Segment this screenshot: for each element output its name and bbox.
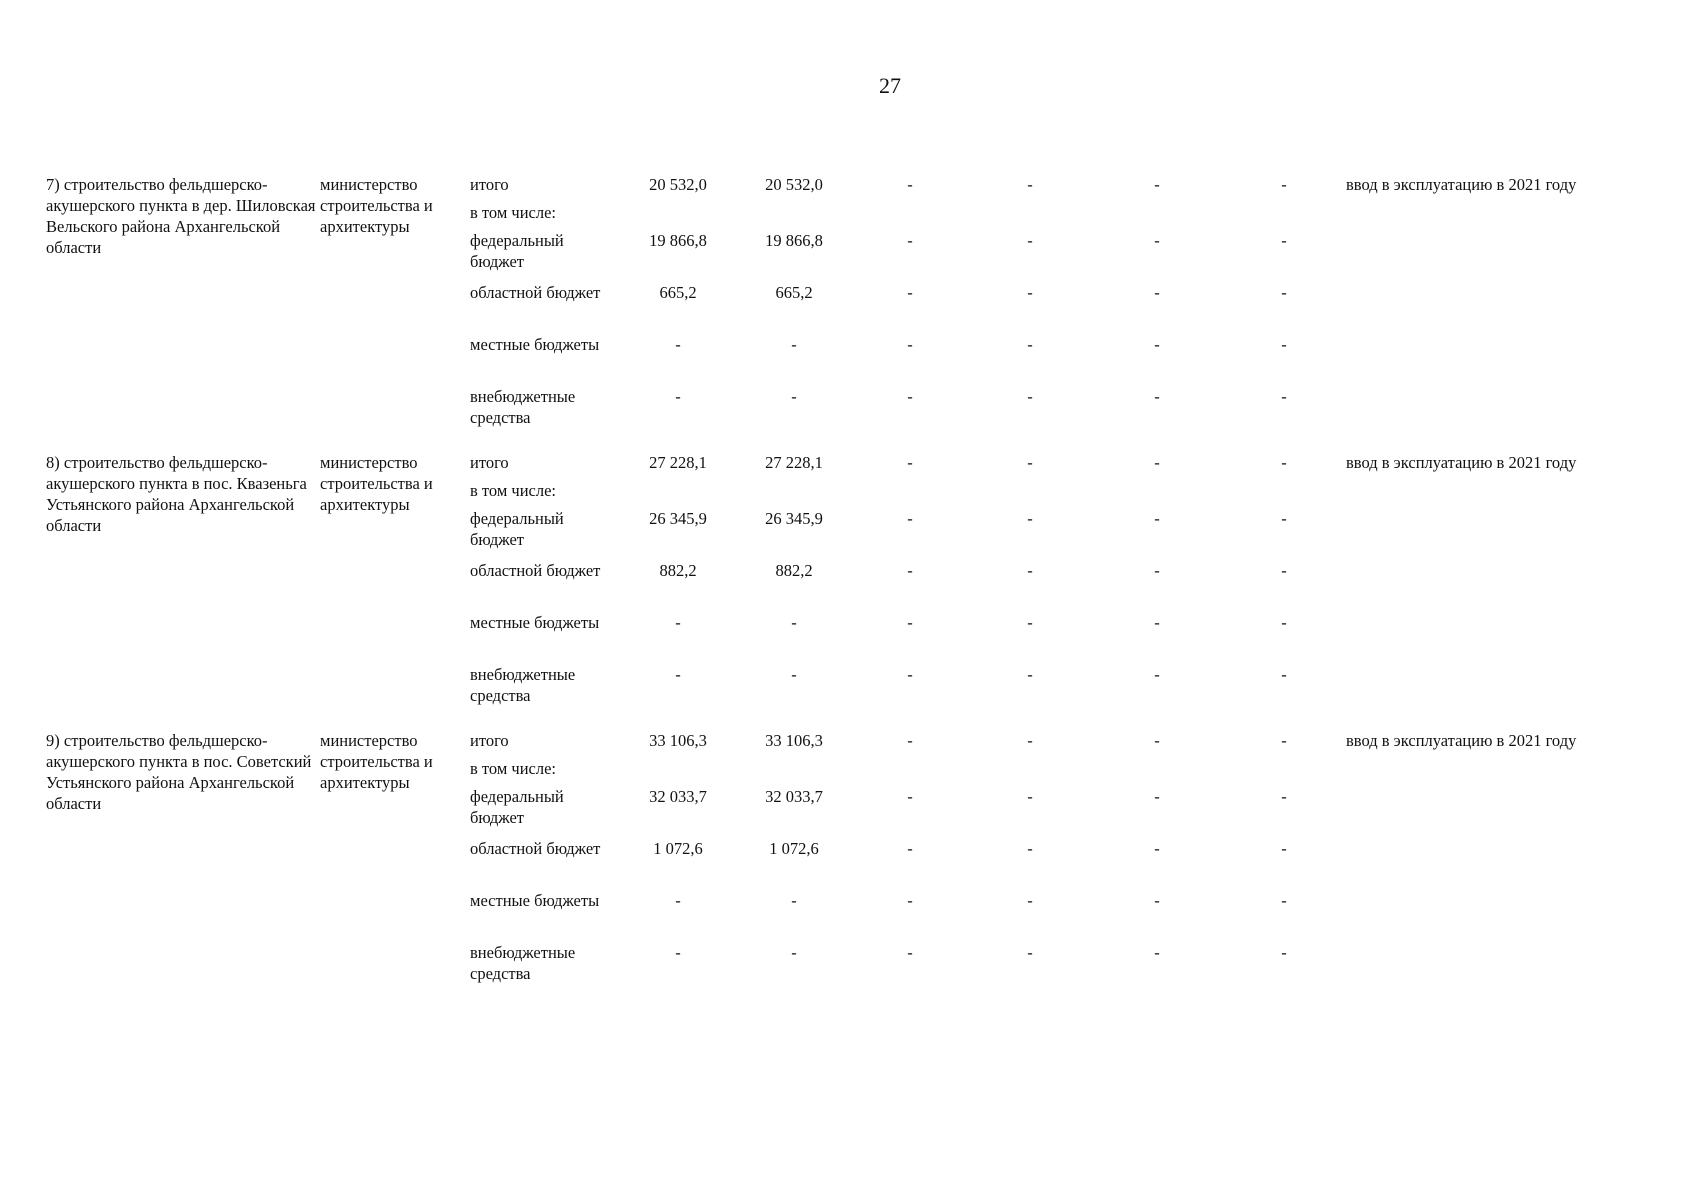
- amount-y2023: [968, 480, 1092, 508]
- amount-y2024: -: [1154, 839, 1160, 858]
- amount-y2021: 1 072,6: [769, 839, 819, 858]
- amount-y2024: -: [1154, 175, 1160, 194]
- gap-cell: [46, 716, 1586, 730]
- project-title: 8) строительство фельдшерско-акушерского пункта в пос. Квазеньга Устьянского района Архангельской области: [46, 453, 307, 535]
- amount-total: -: [675, 335, 681, 354]
- amount-y2021: 20 532,0: [765, 175, 823, 194]
- amount-y2023: -: [1027, 335, 1033, 354]
- funding-source: федеральный бюджет: [470, 231, 564, 271]
- amount-y2021: -: [791, 335, 797, 354]
- amount-total: -: [675, 665, 681, 684]
- amount-total: 33 106,3: [649, 731, 707, 750]
- funding-source: областной бюджет: [470, 283, 601, 302]
- amount-y2024: -: [1154, 335, 1160, 354]
- amount-y2023: -: [1027, 613, 1033, 632]
- gap-cell: [46, 438, 1586, 452]
- table-body: [46, 174, 1586, 994]
- amount-y2021: -: [791, 613, 797, 632]
- amount-y2022: -: [907, 787, 913, 806]
- amount-y2024: [1092, 480, 1222, 508]
- amount-total: -: [675, 891, 681, 910]
- amount-y2021: [736, 202, 852, 230]
- project-result: ввод в эксплуатацию в 2021 году: [1346, 731, 1577, 750]
- amount-y2022: -: [907, 231, 913, 250]
- amount-total: 20 532,0: [649, 175, 707, 194]
- amount-y2022: -: [907, 891, 913, 910]
- amount-y2024: -: [1154, 891, 1160, 910]
- funding-source: областной бюджет: [470, 839, 601, 858]
- project-result: ввод в эксплуатацию в 2021 году: [1346, 453, 1577, 472]
- amount-y2021: -: [791, 891, 797, 910]
- amount-total: 27 228,1: [649, 453, 707, 472]
- amount-y2023: -: [1027, 453, 1033, 472]
- amount-y2024: -: [1154, 453, 1160, 472]
- project-executor: министерство строительства и архитектуры: [320, 453, 433, 514]
- amount-y2025: -: [1281, 787, 1287, 806]
- amount-y2025: -: [1281, 665, 1287, 684]
- amount-y2025: -: [1281, 175, 1287, 194]
- section-gap: [46, 716, 1586, 730]
- amount-y2025: -: [1281, 891, 1287, 910]
- funding-source: итого: [470, 731, 509, 750]
- amount-total: [620, 758, 736, 786]
- amount-y2023: -: [1027, 665, 1033, 684]
- amount-y2023: -: [1027, 175, 1033, 194]
- amount-total: 32 033,7: [649, 787, 707, 806]
- funding-source: итого: [470, 175, 509, 194]
- amount-y2025: -: [1281, 231, 1287, 250]
- amount-y2021: 19 866,8: [765, 231, 823, 250]
- amount-y2022: -: [907, 839, 913, 858]
- amount-y2021: 32 033,7: [765, 787, 823, 806]
- project-title: 7) строительство фельдшерско-акушерского пункта в дер. Шиловская Вельского района Архангельской области: [46, 175, 316, 257]
- amount-y2023: -: [1027, 839, 1033, 858]
- amount-total: -: [675, 943, 681, 962]
- budget-table: [46, 174, 1586, 994]
- amount-total: 665,2: [659, 283, 697, 302]
- amount-y2023: -: [1027, 387, 1033, 406]
- amount-y2025: -: [1281, 613, 1287, 632]
- amount-y2022: -: [907, 175, 913, 194]
- funding-source: в том числе:: [470, 481, 557, 500]
- amount-y2022: [852, 202, 968, 230]
- amount-total: 26 345,9: [649, 509, 707, 528]
- table-row: [46, 452, 1586, 480]
- amount-y2025: -: [1281, 453, 1287, 472]
- funding-source: внебюджетные средства: [470, 665, 576, 705]
- amount-y2024: -: [1154, 561, 1160, 580]
- table-row: [46, 730, 1586, 758]
- amount-y2023: -: [1027, 509, 1033, 528]
- amount-y2023: -: [1027, 231, 1033, 250]
- amount-y2023: -: [1027, 891, 1033, 910]
- funding-source: местные бюджеты: [470, 891, 600, 910]
- amount-y2021: -: [791, 387, 797, 406]
- funding-source: местные бюджеты: [470, 613, 600, 632]
- amount-total: 882,2: [659, 561, 697, 580]
- project-result: ввод в эксплуатацию в 2021 году: [1346, 175, 1577, 194]
- amount-y2024: -: [1154, 731, 1160, 750]
- amount-total: [620, 202, 736, 230]
- amount-y2023: [968, 758, 1092, 786]
- amount-y2025: -: [1281, 943, 1287, 962]
- amount-y2022: [852, 480, 968, 508]
- amount-y2022: -: [907, 335, 913, 354]
- funding-source: федеральный бюджет: [470, 509, 564, 549]
- amount-y2025: -: [1281, 731, 1287, 750]
- amount-y2021: [736, 758, 852, 786]
- amount-y2025: [1222, 202, 1346, 230]
- amount-y2025: -: [1281, 839, 1287, 858]
- table-row: [46, 174, 1586, 202]
- amount-y2021: 27 228,1: [765, 453, 823, 472]
- amount-y2023: -: [1027, 561, 1033, 580]
- amount-y2024: [1092, 202, 1222, 230]
- amount-y2022: -: [907, 561, 913, 580]
- amount-total: -: [675, 387, 681, 406]
- page-number: 27: [879, 73, 901, 98]
- amount-total: 1 072,6: [653, 839, 703, 858]
- amount-y2021: 26 345,9: [765, 509, 823, 528]
- amount-y2022: [852, 758, 968, 786]
- amount-total: -: [675, 613, 681, 632]
- amount-y2025: [1222, 758, 1346, 786]
- funding-source: местные бюджеты: [470, 335, 600, 354]
- amount-y2025: -: [1281, 387, 1287, 406]
- amount-total: [620, 480, 736, 508]
- amount-y2022: -: [907, 387, 913, 406]
- amount-y2025: -: [1281, 335, 1287, 354]
- amount-y2024: -: [1154, 613, 1160, 632]
- funding-source: итого: [470, 453, 509, 472]
- amount-y2023: [968, 202, 1092, 230]
- amount-y2024: [1092, 758, 1222, 786]
- amount-y2024: -: [1154, 283, 1160, 302]
- project-title: 9) строительство фельдшерско-акушерского пункта в пос. Советский Устьянского района Архангельской области: [46, 731, 312, 813]
- amount-y2025: -: [1281, 283, 1287, 302]
- amount-y2023: -: [1027, 787, 1033, 806]
- amount-y2021: 665,2: [775, 283, 813, 302]
- amount-y2024: -: [1154, 665, 1160, 684]
- funding-source: внебюджетные средства: [470, 387, 576, 427]
- amount-y2024: -: [1154, 387, 1160, 406]
- amount-y2024: -: [1154, 787, 1160, 806]
- funding-source: в том числе:: [470, 759, 557, 778]
- project-executor: министерство строительства и архитектуры: [320, 175, 433, 236]
- amount-y2022: -: [907, 453, 913, 472]
- amount-y2021: -: [791, 943, 797, 962]
- amount-y2025: -: [1281, 509, 1287, 528]
- amount-y2021: 882,2: [775, 561, 813, 580]
- amount-y2022: -: [907, 731, 913, 750]
- funding-source: областной бюджет: [470, 561, 601, 580]
- amount-y2023: -: [1027, 943, 1033, 962]
- amount-y2024: -: [1154, 509, 1160, 528]
- amount-y2024: -: [1154, 231, 1160, 250]
- project-executor: министерство строительства и архитектуры: [320, 731, 433, 792]
- amount-y2021: [736, 480, 852, 508]
- amount-total: 19 866,8: [649, 231, 707, 250]
- amount-y2025: -: [1281, 561, 1287, 580]
- amount-y2022: -: [907, 613, 913, 632]
- amount-y2023: -: [1027, 731, 1033, 750]
- amount-y2024: -: [1154, 943, 1160, 962]
- amount-y2022: -: [907, 283, 913, 302]
- section-gap: [46, 438, 1586, 452]
- amount-y2023: -: [1027, 283, 1033, 302]
- amount-y2022: -: [907, 943, 913, 962]
- amount-y2022: -: [907, 509, 913, 528]
- funding-source: в том числе:: [470, 203, 557, 222]
- amount-y2022: -: [907, 665, 913, 684]
- funding-source: федеральный бюджет: [470, 787, 564, 827]
- amount-y2021: -: [791, 665, 797, 684]
- amount-y2021: 33 106,3: [765, 731, 823, 750]
- funding-source: внебюджетные средства: [470, 943, 576, 983]
- amount-y2025: [1222, 480, 1346, 508]
